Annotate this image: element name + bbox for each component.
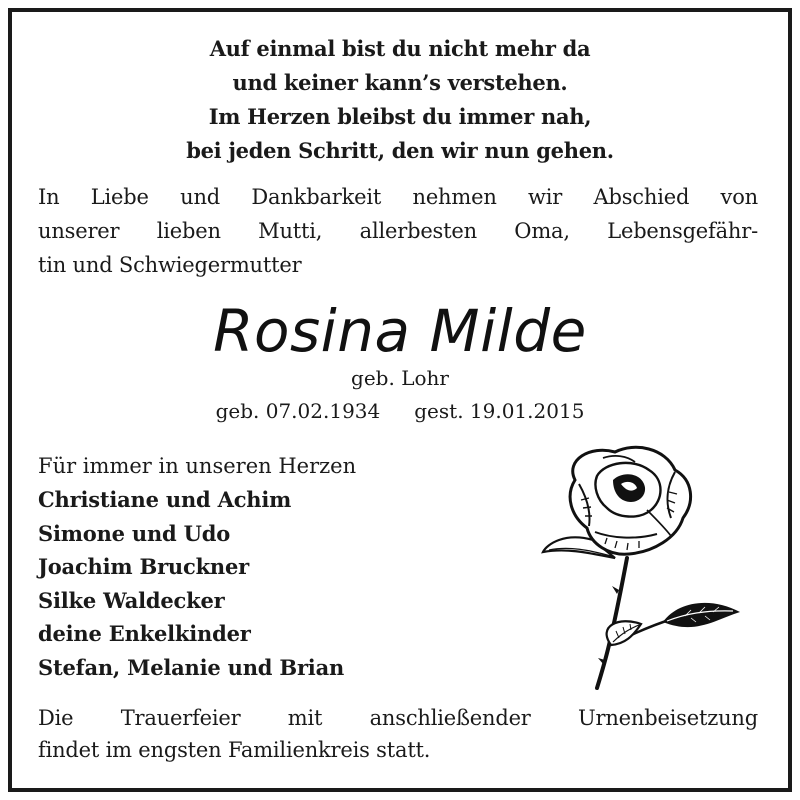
farewell-line: unserer lieben Mutti, allerbesten Oma, Lebensgefähr- — [38, 219, 758, 243]
poem-line: bei jeden Schritt, den wir nun gehen. — [186, 138, 614, 163]
farewell-line: In Liebe und Dankbarkeit nehmen wir Abschied von — [38, 185, 758, 209]
mourners-intro: Für immer in unseren Herzen — [38, 454, 357, 478]
birth-name: geb. Lohr — [351, 366, 449, 390]
mourner-name: Christiane und Achim — [38, 487, 292, 512]
mourner-name: Stefan, Melanie und Brian — [38, 654, 345, 680]
rose-icon — [535, 440, 750, 690]
ceremony-line: findet im engsten Familienkreis statt. — [38, 738, 431, 762]
farewell-text — [38, 180, 758, 282]
death-date: gest. 19.01.2015 — [414, 399, 585, 423]
birth-date: geb. 07.02.1934 — [215, 399, 381, 423]
mourners-list — [38, 483, 344, 684]
deceased-name: Rosina Milde — [213, 297, 587, 365]
memorial-poem — [0, 32, 800, 168]
mourner-name: Silke Waldecker — [38, 587, 225, 613]
mourner-name: deine Enkelkinder — [38, 621, 251, 646]
mourner-name: Joachim Bruckner — [38, 554, 250, 579]
farewell-line: tin und Schwiegermutter — [38, 253, 302, 277]
ceremony-notice — [38, 702, 758, 766]
mourner-name: Simone und Udo — [38, 520, 231, 546]
poem-line: und keiner kann’s verstehen. — [232, 70, 568, 95]
poem-line: Auf einmal bist du nicht mehr da — [209, 36, 591, 61]
ceremony-line: Die Trauerfeier mit anschließender Urnenbeisetzung — [38, 706, 758, 730]
life-dates — [0, 397, 800, 425]
poem-line: Im Herzen bleibst du immer nah, — [208, 104, 592, 129]
